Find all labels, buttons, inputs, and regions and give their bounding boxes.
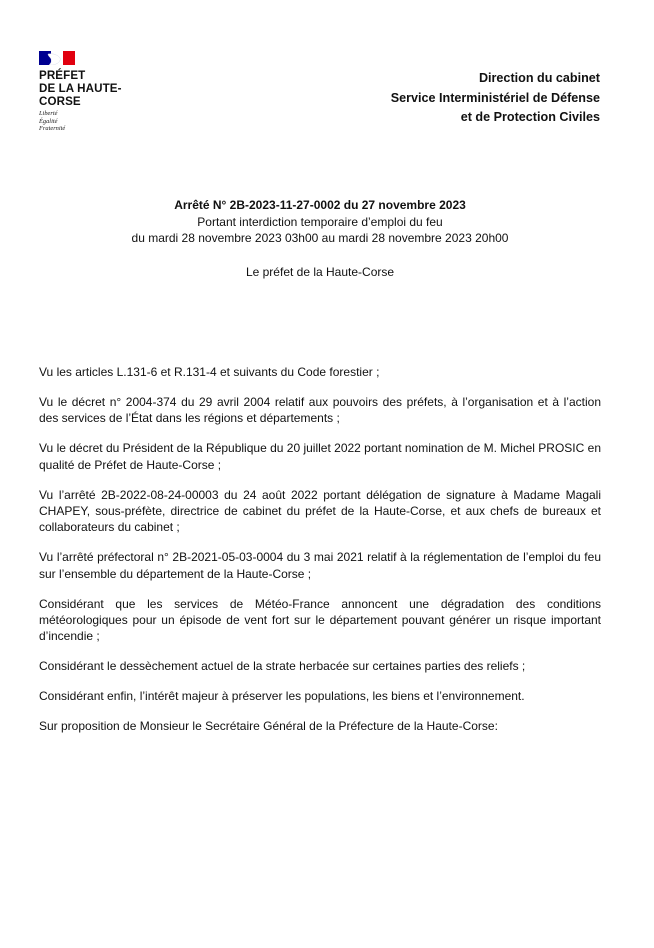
- paragraph-code-forestier: Vu les articles L.131-6 et R.131-4 et suivants du Code forestier ;: [39, 365, 380, 379]
- prefecture-name: [39, 69, 149, 108]
- prefet-line: Le préfet de la Haute-Corse: [245, 265, 395, 279]
- header-line-3: et de Protection Civiles: [460, 110, 600, 124]
- prefecture-name-line-3: CORSE: [39, 95, 81, 108]
- republic-motto: [39, 110, 149, 133]
- arrete-subject: Portant interdiction temporaire d’emploi du feu: [197, 214, 443, 229]
- marianne-flag-icon: [39, 51, 75, 65]
- prefecture-logo: [39, 51, 149, 133]
- header-line-2: Service Interministériel de Défense: [390, 90, 600, 105]
- prefecture-name-line-2: DE LA HAUTE-: [39, 82, 122, 95]
- paragraph-arrete-2021: Vu l’arrêté préfectoral n° 2B-2021-05-03-0004 du 3 mai 2021 relatif à la réglementation de l’emploi du feu sur l’ensemble du département de la Haute-Corse ;: [39, 550, 601, 581]
- paragraph-delegation-signature: Vu l’arrêté 2B-2022-08-24-00003 du 24 août 2022 portant délégation de signature à Madame Magali CHAPEY, sous-préfète, directrice de cabinet du préfet de la Haute-Corse, et aux chefs de bureaux et collaborateurs du cabinet ;: [39, 487, 601, 535]
- paragraph-interet-majeur: Considérant enfin, l’intérêt majeur à préserver les populations, les biens et l’environnement.: [39, 689, 525, 704]
- paragraph-meteo-france: Considérant que les services de Météo-France annoncent une dégradation des conditions météorologiques pour un épisode de vent fort sur le département pouvant générer un risque important d’incendie ;: [39, 596, 601, 644]
- paragraph-sur-proposition: Sur proposition de Monsieur le Secrétaire Général de la Préfecture de la Haute-Corse:: [39, 719, 498, 734]
- arrete-number: Arrêté N° 2B-2023-11-27-0002 du 27 novembre 2023: [174, 198, 466, 212]
- arrete-title-block: [0, 197, 640, 247]
- document-body: [39, 364, 601, 748]
- prefecture-name-line-1: PRÉFET: [39, 69, 86, 82]
- motto-egalite: Égalité: [39, 117, 58, 125]
- arrete-period: du mardi 28 novembre 2023 03h00 au mardi 28 novembre 2023 20h00: [131, 231, 509, 245]
- paragraph-dessechement: Considérant le dessèchement actuel de la strate herbacée sur certaines parties des reliefs ;: [39, 659, 526, 674]
- motto-fraternite: Fraternité: [39, 125, 66, 133]
- issuing-service-header: [391, 69, 600, 128]
- header-line-1: Direction du cabinet: [478, 71, 600, 85]
- paragraph-decret-nomination: Vu le décret du Président de la République du 20 juillet 2022 portant nomination de M. Michel PROSIC en qualité de Préfet de Haute-Corse ;: [39, 441, 601, 472]
- motto-liberte: Liberté: [39, 110, 58, 117]
- paragraph-decret-2004: Vu le décret n° 2004-374 du 29 avril 2004 relatif aux pouvoirs des préfets, à l’organisation et à l’action des services de l’État dans les régions et départements ;: [39, 394, 601, 426]
